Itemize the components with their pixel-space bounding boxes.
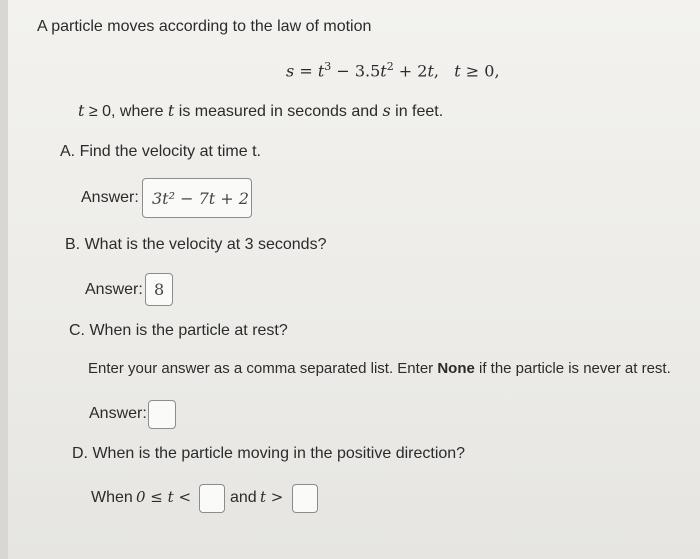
eq-term: t — [317, 61, 325, 81]
condition-part: in feet. — [390, 103, 444, 120]
eq-term: − 3.5 — [331, 61, 381, 81]
part-c-answer-label: Answer: — [89, 405, 147, 422]
instruction-bold: None — [437, 360, 475, 377]
eq-term: ≥ 0, — [460, 61, 500, 81]
part-a-answer-value: 3t² − 7t + 2 — [152, 189, 249, 208]
eq-sep: , — [433, 61, 455, 81]
part-d-when-label: When — [91, 489, 133, 506]
instruction-part: Enter your answer as a comma separated list. Enter — [88, 360, 438, 377]
motion-equation: $s = t^3 - 3.5t^2 + 2t$, t ≥ 0, — [286, 60, 500, 81]
condition-text — [78, 101, 443, 121]
part-a-answer-label: Answer: — [81, 189, 139, 206]
condition-part: is measured in seconds and — [174, 103, 383, 120]
part-d-inequality-1: 0 ≤ t < — [136, 488, 192, 506]
intro-text: A particle moves according to the law of motion — [37, 18, 372, 35]
eq-exp: 3 — [324, 60, 332, 73]
part-b-answer-value: 8 — [154, 280, 165, 299]
part-d-and-label: and — [230, 489, 257, 506]
part-d-question: D. When is the particle moving in the positive direction? — [72, 445, 466, 462]
part-d-answer-field-2[interactable] — [292, 484, 318, 513]
eq-term: t — [454, 61, 461, 81]
part-c-question: C. When is the particle at rest? — [69, 322, 288, 339]
part-d-answer-field-1[interactable] — [199, 484, 225, 513]
question-page — [8, 0, 700, 559]
var-t: t — [78, 101, 85, 120]
part-c-answer-field[interactable] — [148, 400, 176, 429]
var-t: t — [167, 101, 175, 120]
eq-term: t — [427, 61, 434, 81]
part-b-question: B. What is the velocity at 3 seconds? — [65, 236, 327, 253]
eq-exp: 2 — [386, 60, 394, 73]
instruction-part: if the particle is never at rest. — [474, 360, 671, 377]
part-a-answer-field[interactable] — [142, 178, 252, 218]
part-c-instruction — [88, 360, 671, 377]
part-d-inequality-2: t > — [260, 488, 284, 506]
part-a-question: A. Find the velocity at time t. — [60, 143, 261, 160]
part-b-answer-field[interactable] — [145, 273, 173, 306]
part-b-answer-label: Answer: — [85, 281, 143, 298]
var-s: s — [382, 101, 391, 120]
eq-lhs: s — [286, 61, 295, 81]
condition-part: ≥ 0, where — [84, 103, 168, 120]
eq-term: + 2 — [393, 61, 428, 81]
eq-term: t — [380, 61, 387, 81]
